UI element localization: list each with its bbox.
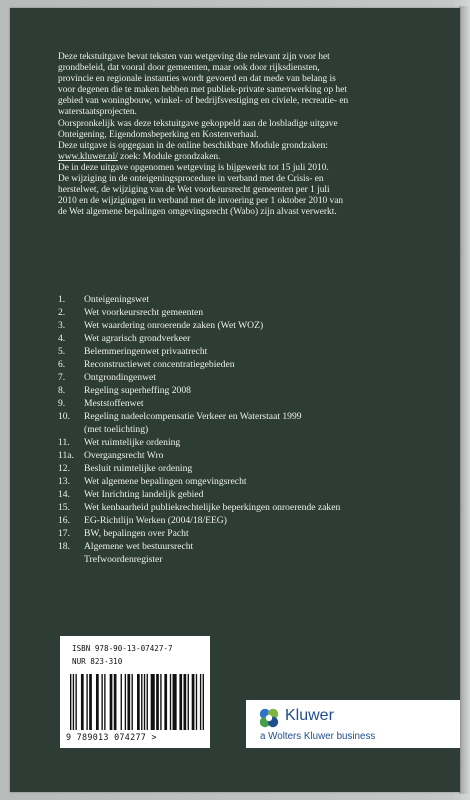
blurb-line: Onteigening, Eigendomsbeperking en Kostenverhaal. — [58, 129, 259, 140]
barcode-bar — [104, 674, 105, 730]
contents-item-number: 18. — [58, 541, 70, 552]
barcode-bar — [183, 674, 186, 730]
contents-item-title: Regeling nadeelcompensatie Verkeer en Waterstaat 1999 — [84, 411, 302, 422]
barcode-bar — [188, 674, 189, 730]
barcode-bars — [70, 674, 204, 730]
contents-item — [58, 462, 448, 475]
barcode-bar — [192, 674, 195, 730]
contents-item-number — [58, 423, 84, 436]
barcode-bar — [200, 674, 201, 730]
contents-item — [58, 358, 448, 371]
contents-item — [58, 306, 448, 319]
barcode-bar — [170, 674, 171, 730]
barcode-bar — [89, 674, 92, 730]
barcode-bar — [179, 674, 182, 730]
contents-item — [58, 436, 448, 449]
barcode-bar — [151, 674, 155, 730]
contents-item-number: 10. — [58, 411, 70, 422]
contents-item — [58, 449, 448, 462]
barcode-bar — [75, 674, 76, 730]
contents-item — [58, 527, 448, 540]
barcode-label — [60, 636, 210, 748]
contents-item-number: 15. — [58, 502, 70, 513]
contents-item — [58, 540, 448, 553]
contents-item — [58, 475, 448, 488]
contents-item-number: 5. — [58, 346, 66, 357]
barcode-digits: 9 789013 074277 > — [66, 732, 157, 742]
contents-item — [58, 332, 448, 345]
contents-item — [58, 345, 448, 358]
publisher-name: Kluwer — [285, 707, 334, 724]
contents-item-title: Wet ruimtelijke ordening — [84, 437, 181, 448]
link-suffix-text: zoek: Module grondzaken. — [117, 151, 221, 162]
contents-item-title: Overgangsrecht Wro — [84, 450, 164, 461]
contents-item — [58, 319, 448, 332]
contents-item-number: 13. — [58, 476, 70, 487]
contents-item-title: Wet agrarisch grondverkeer — [84, 333, 191, 344]
blurb-line: waterstaatsprojecten. — [58, 107, 137, 118]
contents-item-title: BW, bepalingen over Pacht — [84, 528, 189, 539]
kluwer-logo-icon — [258, 707, 280, 729]
contents-list — [58, 293, 448, 566]
blurb-line: gebied van woningbouw, winkel- of bedrijfsvestiging en civiele, recreatie- en — [58, 96, 349, 107]
contents-item-number: 6. — [58, 359, 66, 370]
blurb-line: 2010 en de wijzigingen in verband met de invoering per 1 oktober 2010 van — [58, 196, 344, 207]
barcode-bar — [70, 674, 71, 730]
barcode-bar — [114, 674, 117, 730]
contents-item-title: Algemene wet bestuursrecht — [84, 541, 194, 552]
barcode-bar — [127, 674, 130, 730]
barcode-bar — [86, 674, 87, 730]
contents-item-title: EG-Richtlijn Werken (2004/18/EEG) — [84, 515, 227, 526]
contents-item-title: Ontgrondingenwet — [84, 372, 156, 383]
contents-item-number: 8. — [58, 385, 66, 396]
barcode-bar — [144, 674, 145, 730]
blurb-line: de Wet algemene bepalingen omgevingsrecht (Wabo) zijn alvast verwerkt. — [58, 207, 337, 218]
contents-item — [58, 410, 448, 423]
barcode-bar — [160, 674, 161, 730]
isbn-text: ISBN 978-90-13-07427-7 — [72, 644, 173, 653]
kluwer-website-link[interactable]: www.kluwer.nl/ — [58, 151, 118, 162]
contents-item-title: Trefwoordenregister — [84, 554, 163, 565]
contents-item-number: 14. — [58, 489, 70, 500]
barcode-bar — [203, 674, 204, 730]
contents-item-title: Meststoffenwet — [84, 398, 144, 409]
contents-item — [58, 423, 448, 436]
barcode-bar — [141, 674, 142, 730]
contents-item-number: 3. — [58, 320, 66, 331]
contents-item-number: 9. — [58, 398, 66, 409]
contents-item-number: 16. — [58, 515, 70, 526]
nur-text: NUR 823-310 — [72, 657, 123, 666]
contents-item-title: Wet kenbaarheid publiekrechtelijke beperkingen onroerende zaken — [84, 502, 341, 513]
barcode-bar — [101, 674, 102, 730]
contents-item-title: Regeling superheffing 2008 — [84, 385, 191, 396]
contents-item-title: Besluit ruimtelijke ordening — [84, 463, 193, 474]
blurb-line: De wijziging in de onteigeningsprocedure in verband met de Crisis- en — [58, 174, 324, 185]
contents-item-number: 2. — [58, 307, 66, 318]
blurb-line: De in deze uitgave opgenomen wetgeving is bijgewerkt tot 15 juli 2010. — [58, 162, 329, 173]
contents-item-number: 12. — [58, 463, 70, 474]
page-edge — [459, 6, 470, 794]
contents-item-number: 4. — [58, 333, 66, 344]
barcode-bar — [81, 674, 84, 730]
contents-item-title: Belemmeringenwet privaatrecht — [84, 346, 208, 357]
barcode-bar — [73, 674, 74, 730]
contents-item — [58, 384, 448, 397]
barcode-bar — [121, 674, 122, 730]
blurb-link-line — [58, 152, 438, 163]
barcode-bar — [173, 674, 177, 730]
barcode-bar — [110, 674, 113, 730]
barcode-bar — [125, 674, 126, 730]
barcode-bar — [96, 674, 99, 730]
barcode-bar — [147, 674, 148, 730]
blurb-line: Deze tekstuitgave bevat teksten van wetgeving die relevant zijn voor het — [58, 52, 330, 62]
blurb-line: voor degenen die te maken hebben met publiek-private samenwerking op het — [58, 85, 347, 96]
blurb-line: grondbeleid, dat vooral door gemeenten, maar ook door rijksdiensten, — [58, 63, 320, 74]
blurb-line: Deze uitgave is opgegaan in de online beschikbare Module grondzaken: — [58, 140, 328, 151]
contents-item — [58, 553, 448, 566]
contents-item-number — [58, 553, 84, 566]
contents-item-number: 11. — [58, 437, 70, 448]
barcode-bar — [137, 674, 140, 730]
barcode-bar — [132, 674, 133, 730]
contents-item-title: Wet Inrichting landelijk gebied — [84, 489, 204, 500]
barcode-bar — [196, 674, 197, 730]
contents-item-number: 11a. — [58, 450, 74, 461]
contents-item-title: Reconstructiewet concentratiegebieden — [84, 359, 235, 370]
contents-item — [58, 514, 448, 527]
contents-item-title: Onteigeningswet — [84, 294, 150, 305]
blurb-line: provincie en regionale instanties wordt gevoerd en dat mede van belang is — [58, 74, 336, 85]
blurb-line: herstelwet, de wijziging van de Wet voorkeursrecht gemeenten per 1 juli — [58, 185, 330, 196]
contents-item-number: 1. — [58, 294, 66, 305]
contents-item — [58, 488, 448, 501]
contents-item-title: (met toelichting) — [84, 424, 149, 435]
publisher-logo-box — [246, 700, 460, 748]
contents-item — [58, 501, 448, 514]
description-text — [58, 52, 438, 218]
barcode-bar — [156, 674, 159, 730]
contents-item — [58, 293, 448, 306]
contents-item — [58, 371, 448, 384]
barcode-bar — [164, 674, 167, 730]
contents-item-title: Wet voorkeursrecht gemeenten — [84, 307, 204, 318]
contents-item-number: 7. — [58, 372, 66, 383]
contents-item-title: Wet waardering onroerende zaken (Wet WOZ) — [84, 320, 264, 331]
contents-item — [58, 397, 448, 410]
blurb-line: Oorspronkelijk was deze tekstuitgave gekoppeld aan de losbladige uitgave — [58, 118, 338, 129]
publisher-tagline: a Wolters Kluwer business — [260, 731, 376, 742]
contents-item-number: 17. — [58, 528, 70, 539]
contents-item-title: Wet algemene bepalingen omgevingsrecht — [84, 476, 247, 487]
